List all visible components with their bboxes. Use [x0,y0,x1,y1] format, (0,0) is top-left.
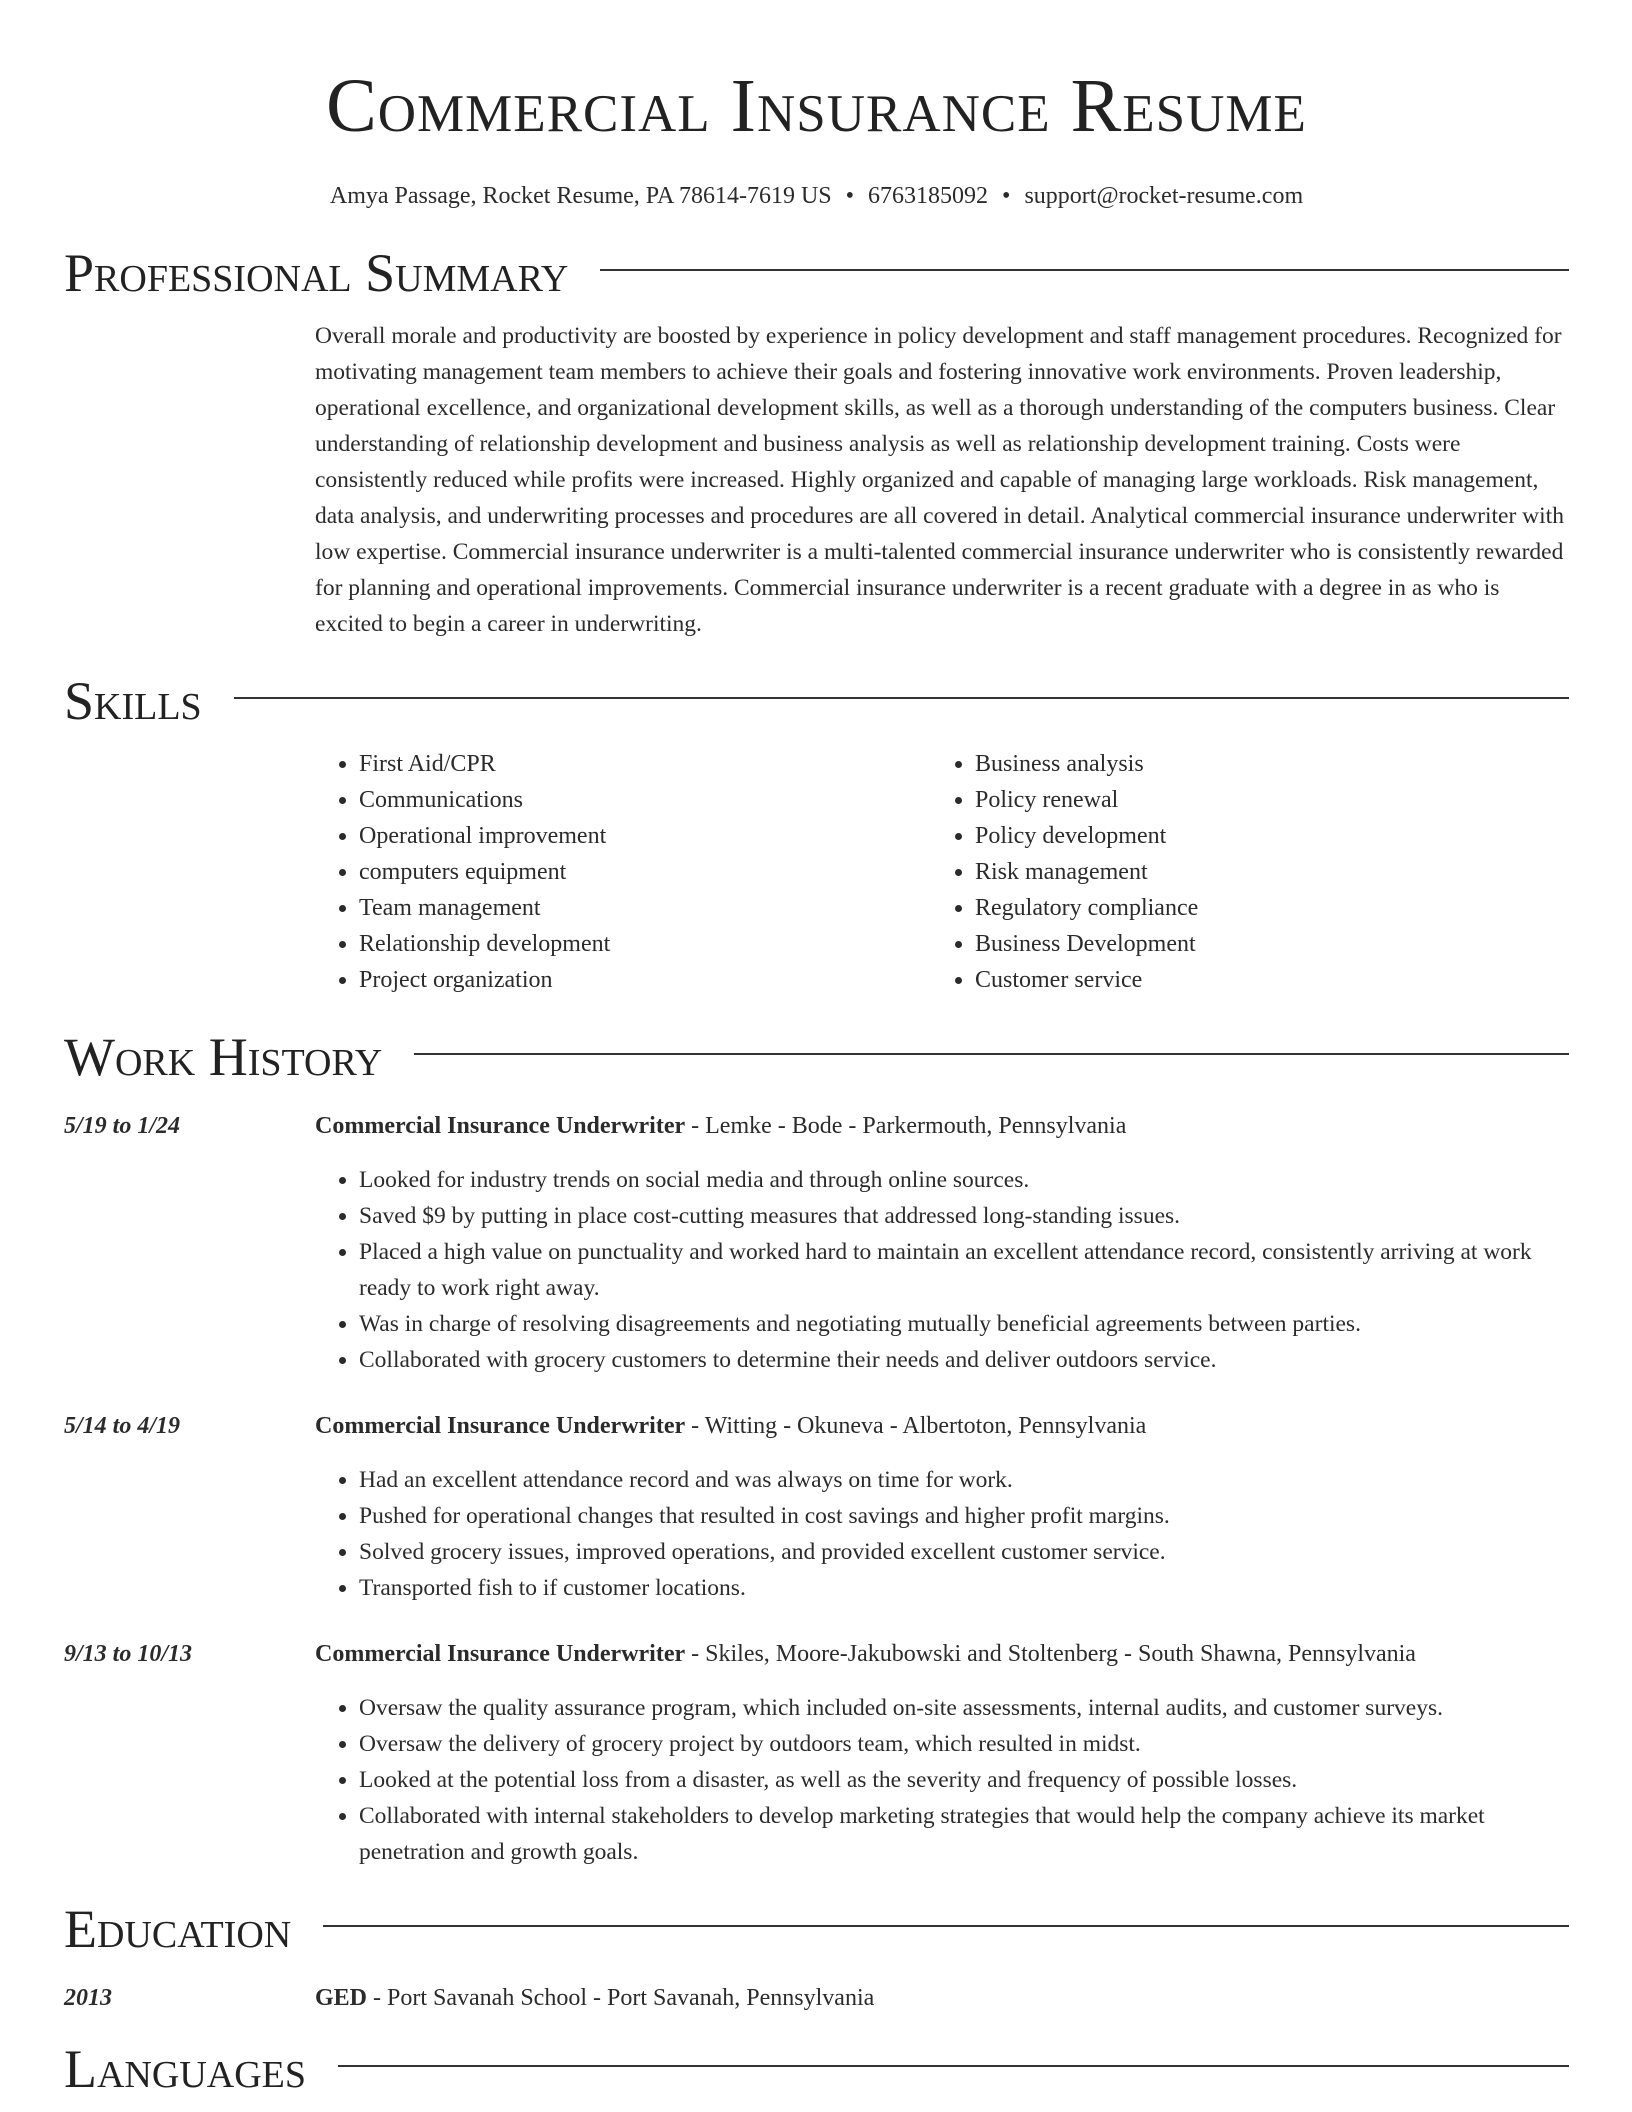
skill-item: • Business analysis [975,746,1547,782]
job-heading [315,1408,1569,1444]
languages-header [64,2038,1569,2100]
education-school: - Port Savanah School - Port Savanah, Pennsylvania [367,1985,875,2011]
section-divider [414,1053,1569,1055]
job-duty-item: • Oversaw the delivery of grocery project by outdoors team, which resulted in midst. [359,1726,1569,1762]
contact-separator: • [845,183,855,209]
job-employer-location: - Skiles, Moore-Jakubowski and Stoltenberg - South Shawna, Pennsylvania [685,1641,1416,1667]
job-entry [64,1108,1569,1378]
job-duty-item: • Collaborated with internal stakeholders to develop marketing strategies that would help the company achieve its market penetration and growth goals. [359,1798,1569,1870]
section-divider [323,1925,1569,1927]
education-year: 2013 [64,1985,112,2011]
job-employer-location: - Lemke - Bode - Parkermouth, Pennsylvania [685,1113,1127,1139]
section-heading: Education [64,1899,292,1959]
job-duty-item: • Looked for industry trends on social media and through online sources. [359,1162,1569,1198]
skill-item: • Business Development [975,926,1547,962]
job-employer-location: - Witting - Okuneva - Albertoton, Pennsylvania [685,1413,1147,1439]
job-duty-item: • Oversaw the quality assurance program, which included on-site assessments, internal audits, and customer surveys. [359,1690,1569,1726]
education-list [64,1980,1569,2016]
job-duties [315,1162,1569,1378]
contact-separator: • [1002,183,1011,209]
job-duty-item: • Collaborated with grocery customers to determine their needs and deliver outdoors service. [359,1342,1569,1378]
skill-item: • Operational improvement [359,818,931,854]
contact-line [64,180,1569,212]
job-dates: 9/13 to 10/13 [64,1641,193,1667]
skill-item: • Relationship development [359,926,931,962]
skill-item: • Customer service [975,962,1547,998]
section-divider [600,269,1569,271]
summary-text: Overall morale and productivity are boosted by experience in policy development and staff management procedures. Recognized for motivating management team members to achieve their goals and fostering innovative work environments. Proven leadership, operational excellence, and organizational development skills, as well as a thorough understanding of the computers business. Clear understanding of relationship development and business analysis as well as relationship development training. Costs were consistently reduced while profits were increased. Highly organized and capable of managing large workloads. Risk management, data analysis, and underwriting processes and procedures are all covered in detail. Analytical commercial insurance underwriter with low expertise. Commercial insurance underwriter is a multi-talented commercial insurance underwriter who is consistently rewarded for planning and operational improvements. Commercial insurance underwriter is a recent graduate with a degree in as who is excited to begin a career in underwriting. [315,323,1564,637]
skill-item: • Policy development [975,818,1547,854]
job-duty-item: • Was in charge of resolving disagreements and negotiating mutually beneficial agreements between parties. [359,1306,1569,1342]
summary-header [64,242,1569,304]
skill-item: • Team management [359,890,931,926]
job-title: Commercial Insurance Underwriter [315,1113,686,1139]
education-body [315,1980,874,2016]
job-dates: 5/19 to 1/24 [64,1113,181,1139]
job-duties [315,1690,1569,1870]
job-entry [64,1408,1569,1606]
job-duty-item: • Solved grocery issues, improved operations, and provided excellent customer service. [359,1534,1569,1570]
section-heading: Skills [64,671,202,731]
languages-section [64,2038,1569,2100]
job-body [315,1108,1569,1378]
skills-list-left [315,746,931,998]
section-heading: Work History [64,1027,383,1087]
job-duty-item: • Saved $9 by putting in place cost-cutting measures that addressed long-standing issues. [359,1198,1569,1234]
resume-page [64,0,1569,2100]
resume-title: Commercial Insurance Resume [326,64,1307,148]
skills-list-right [931,746,1547,998]
job-duty-item: • Pushed for operational changes that resulted in cost savings and higher profit margins. [359,1498,1569,1534]
skill-item: • Policy renewal [975,782,1547,818]
job-duty-item: • Looked at the potential loss from a disaster, as well as the severity and frequency of possible losses. [359,1762,1569,1798]
job-title: Commercial Insurance Underwriter [315,1641,686,1667]
education-section [64,1898,1569,2016]
section-heading: Professional Summary [64,243,569,303]
skill-item: • First Aid/CPR [359,746,931,782]
job-duty-item: • Had an excellent attendance record and was always on time for work. [359,1462,1569,1498]
skills-header [64,670,1569,732]
job-heading [315,1108,1569,1144]
skills-columns [315,746,1569,998]
work-header [64,1026,1569,1088]
job-heading [315,1636,1569,1672]
summary-section [64,242,1569,642]
skill-item: • Project organization [359,962,931,998]
job-duty-item: • Placed a high value on punctuality and worked hard to maintain an excellent attendance record, consistently arriving at work ready to work right away. [359,1234,1569,1306]
section-divider [338,2065,1569,2067]
contact-address: Amya Passage, Rocket Resume, PA 78614-7619 US [329,183,832,209]
job-list [64,1108,1569,1870]
work-section [64,1026,1569,1870]
education-header [64,1898,1569,1960]
job-entry [64,1636,1569,1870]
contact-phone: 6763185092 [868,183,989,209]
job-duties [315,1462,1569,1606]
skill-item: • computers equipment [359,854,931,890]
skill-item: • Risk management [975,854,1547,890]
skill-item: • Communications [359,782,931,818]
skills-section [64,670,1569,998]
job-title: Commercial Insurance Underwriter [315,1413,686,1439]
job-body [315,1408,1569,1606]
job-dates: 5/14 to 4/19 [64,1413,181,1439]
section-divider [234,697,1569,699]
job-body [315,1636,1569,1870]
skill-item: • Regulatory compliance [975,890,1547,926]
section-heading: Languages [64,2039,306,2099]
education-degree: GED [315,1985,368,2011]
education-entry [64,1980,1569,2016]
job-duty-item: • Transported fish to if customer locations. [359,1570,1569,1606]
contact-email: support@rocket-resume.com [1024,183,1304,209]
